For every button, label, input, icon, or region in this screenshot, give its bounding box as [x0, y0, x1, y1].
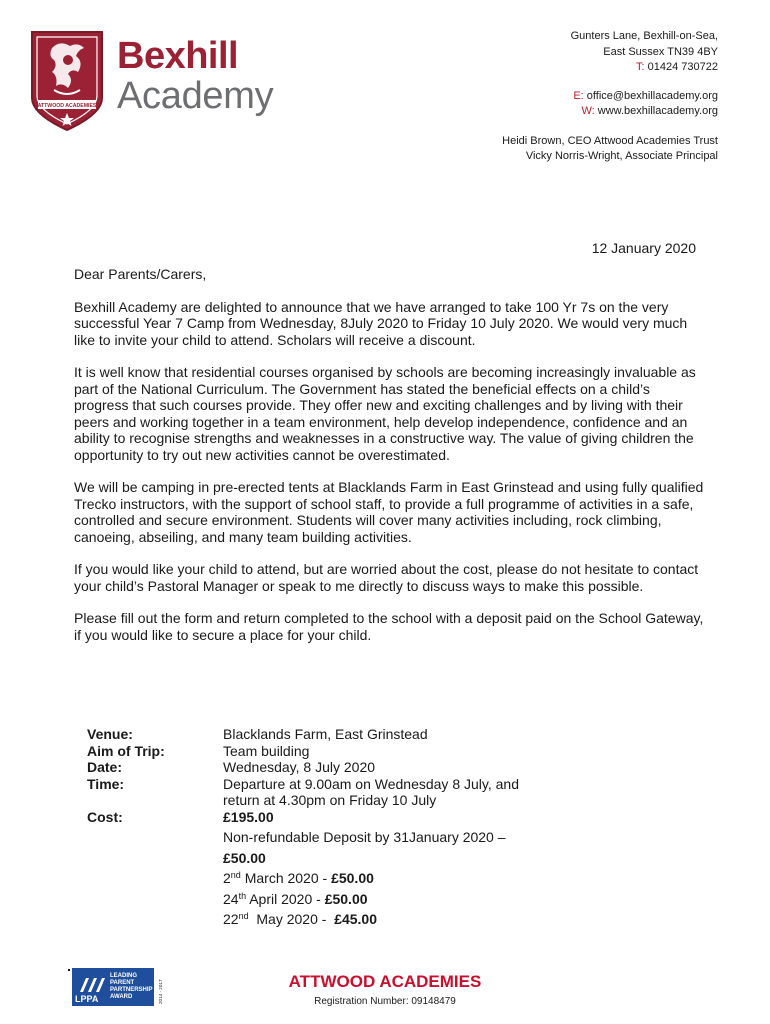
lppa-line4: AWARD: [110, 994, 133, 1000]
staff-line2: Vicky Norris-Wright, Associate Principal: [525, 150, 718, 162]
address-block: [502, 29, 718, 165]
payment-3: [223, 911, 563, 928]
payment-1-day: 2: [223, 870, 231, 886]
greeting: Dear Parents/Carers,: [74, 266, 207, 282]
web-line: [502, 104, 718, 120]
detail-row-time: [87, 776, 563, 809]
address-line2: East Sussex TN39 4BY: [603, 45, 718, 58]
payment-3-month: May 2020 -: [248, 911, 335, 927]
phone-label: T:: [636, 61, 645, 73]
lppa-years: 2014 - 2017: [158, 979, 163, 1004]
web-address[interactable]: www.bexhillacademy.org: [597, 105, 718, 117]
payment-3-suffix: nd: [238, 911, 249, 921]
time-label: Time:: [87, 775, 125, 792]
cost-label: Cost:: [87, 808, 123, 825]
lppa-line3: PARTNERSHIP: [110, 987, 153, 993]
time-line1: Departure at 9.00am on Wednesday 8 July, and: [223, 775, 519, 792]
letter-date: 12 January 2020: [591, 240, 696, 256]
payment-3-day: 22: [223, 911, 239, 927]
venue-value: Blacklands Farm, East Grinstead: [223, 726, 428, 742]
date-value: Wednesday, 8 July 2020: [223, 759, 376, 775]
lppa-abbr: LPPA: [75, 994, 99, 1004]
footer-registration: Registration Number: 09148479: [314, 996, 456, 1007]
detail-row-date: [87, 759, 563, 776]
payment-2-day: 24: [223, 890, 239, 907]
deposit-text: Non-refundable Deposit by 31January 2020 –: [223, 829, 506, 845]
phone-line: [502, 60, 718, 76]
paragraph-5: Please fill out the form and return completed to the school with a deposit paid on the School Gateway, if you would like to secure a place for your child.: [74, 610, 704, 643]
payment-1-suffix: nd: [230, 870, 241, 880]
venue-label: Venue:: [87, 726, 133, 742]
brand-name-line1: Bexhill: [117, 35, 239, 77]
trip-details: [87, 726, 563, 928]
time-value: [223, 776, 563, 809]
address-line1: Gunters Lane, Bexhill-on-Sea,: [570, 30, 718, 42]
email-line: [502, 89, 718, 105]
crest-text: ATTWOOD ACADEMIES: [37, 103, 97, 109]
email-address[interactable]: office@bexhillacademy.org: [586, 89, 718, 102]
payment-1-amount: £50.00: [331, 870, 374, 886]
staff-line1: Heidi Brown, CEO Attwood Academies Trust: [502, 134, 718, 147]
payment-1-month: March 2020 -: [240, 870, 332, 886]
phone-number: 01424 730722: [647, 61, 718, 73]
aim-label: Aim of Trip:: [87, 742, 165, 759]
aim-value: Team building: [223, 742, 310, 759]
paragraph-1: Bexhill Academy are delighted to announce that we have arranged to take 100 Yr 7s on the very successful Year 7 Camp from Wednesday, 8July 2020 to Friday 10 July 2020. We would very much like to invite your child to attend. Scholars will receive a discount.: [74, 298, 688, 348]
payment-2-suffix: th: [238, 890, 247, 901]
cost-value: [223, 809, 563, 928]
web-label: W:: [581, 105, 595, 117]
letter-body: [74, 266, 704, 659]
deposit-amount: £50.00: [223, 849, 266, 866]
payment-1: [223, 870, 563, 887]
footer-org-name: ATTWOOD ACADEMIES: [288, 972, 482, 991]
paragraph-4: If you would like your child to attend, but are worried about the cost, please do not hesitate to contact your child’s Pastoral Manager or speak to me directly to discuss ways to make this possible.: [74, 561, 699, 594]
brand-name-line2: Academy: [117, 75, 274, 117]
payment-3-amount: £45.00: [334, 911, 378, 927]
time-line2: return at 4.30pm on Friday 10 July: [223, 792, 437, 808]
detail-row-cost: [87, 809, 563, 928]
cost-total: £195.00: [223, 808, 274, 825]
email-label: E:: [573, 89, 584, 102]
paragraph-3: We will be camping in pre-erected tents at Blacklands Farm in East Grinstead and using fully qualified Trecko instructors, with the support of school staff, to provide a full programme of activities in a safe, controlled and secure environment. Students will cover many activities including, rock climbing, canoeing, abseiling, and many team building activities.: [74, 479, 704, 545]
paragraph-2: It is well know that residential courses organised by schools are becoming increasingly invaluable as part of the National Curriculum. The Government has stated the beneficial effects on a child’s progress that such courses provide. They offer new and exciting challenges and by living with their peers and working together in a team environment, help develop independence, confidence and an ability to recognise strengths and weaknesses in a constructive way. The value of giving children the opportunity to try out new activities cannot be overestimated.: [74, 364, 696, 463]
detail-row-venue: [87, 726, 563, 743]
lppa-line1: LEADING: [110, 973, 137, 979]
lppa-line2: PARENT: [110, 980, 135, 986]
date-label: Date:: [87, 759, 123, 775]
payment-2-month: April 2020 -: [246, 890, 325, 907]
payment-2: [223, 891, 563, 908]
payment-2-amount: £50.00: [324, 890, 368, 907]
detail-row-aim: [87, 743, 563, 760]
crest-logo: [28, 28, 106, 132]
